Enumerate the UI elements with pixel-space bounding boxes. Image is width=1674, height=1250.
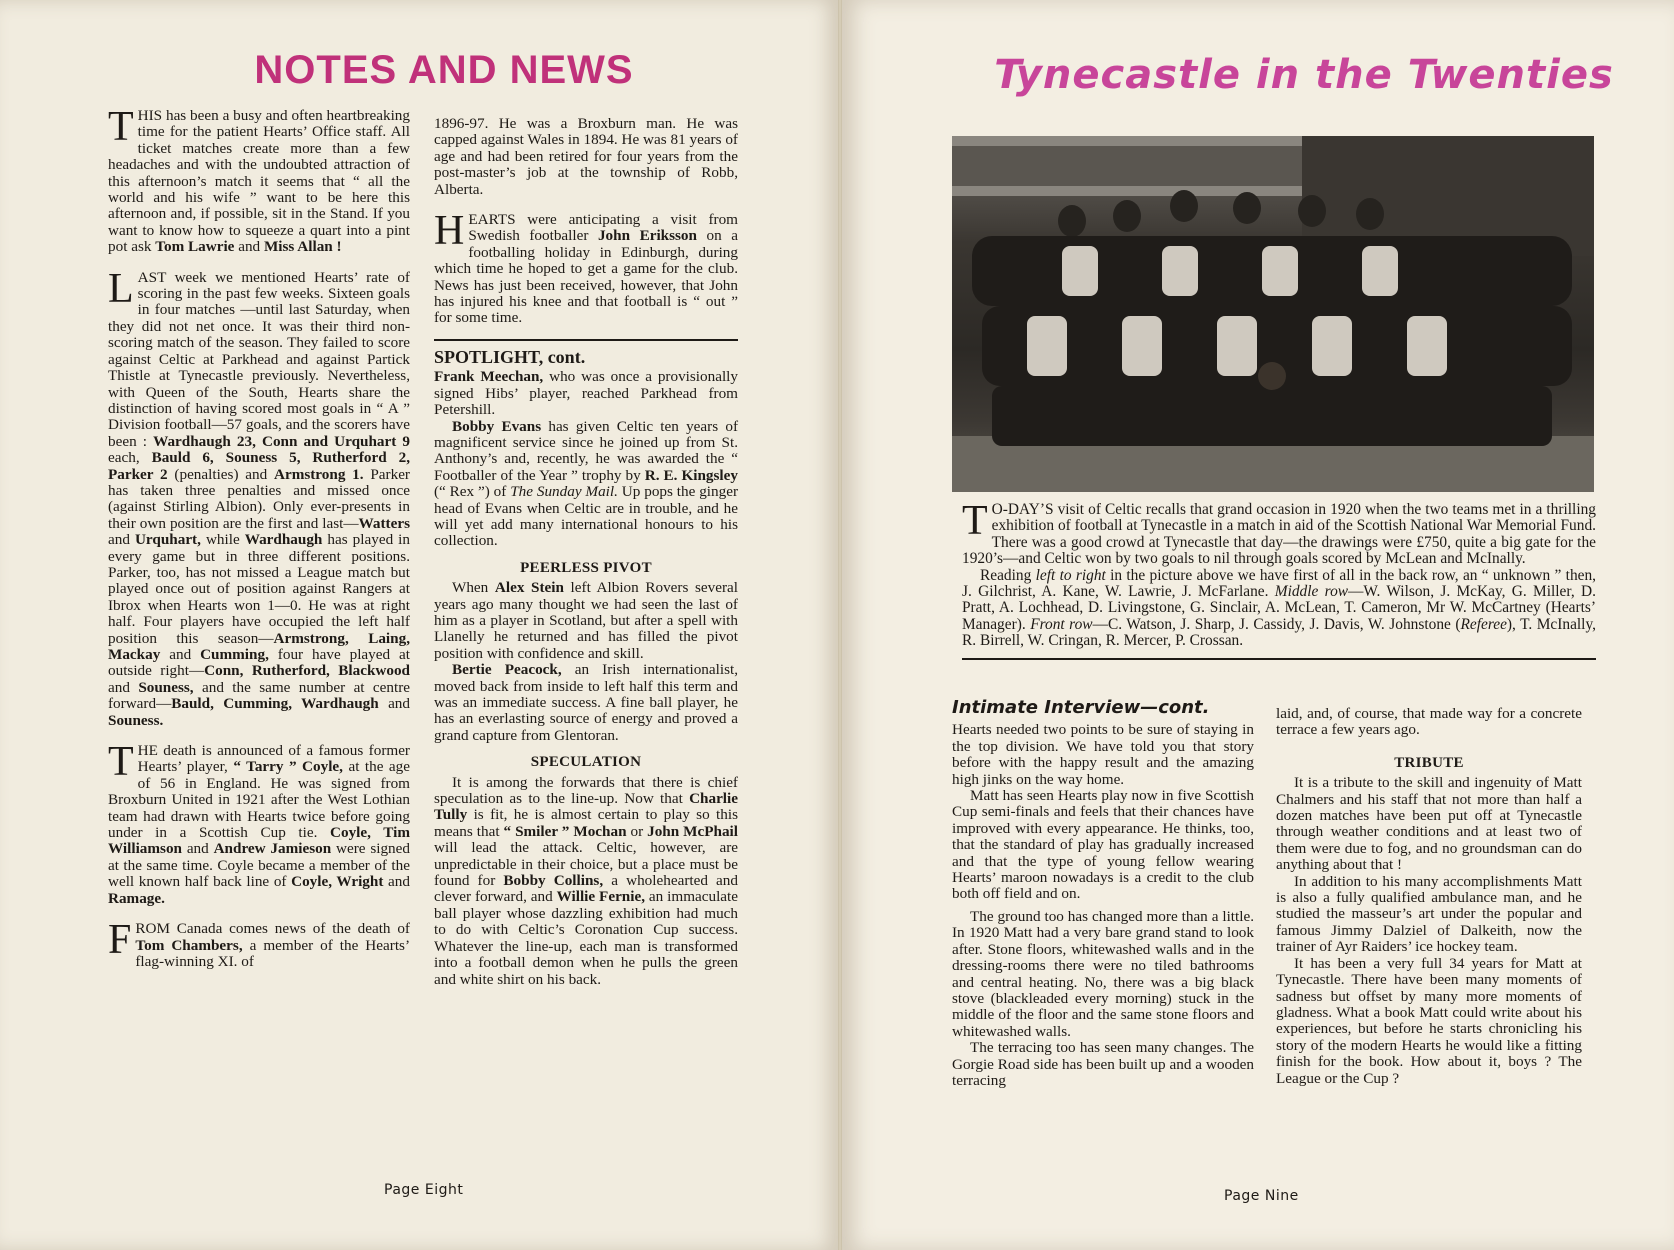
stein-paragraph: When Alex Stein left Albion Rovers several years ago many thought we had seen the last of him as a player in Scotland, but after a spell with Llanelly he returned and has filled the pivot position with confidence and skill. bbox=[434, 579, 739, 662]
page-number: Page Eight bbox=[384, 1182, 464, 1198]
photo-caption bbox=[962, 498, 1597, 666]
right-column-2 bbox=[1276, 706, 1582, 1087]
meechan-paragraph: Frank Meechan, who was once a provisionally signed Hibs’ player, reached Parkhead from Petershill. bbox=[434, 368, 738, 419]
tribute-paragraph-1: It is a tribute to the skill and ingenuity of Matt Chalmers and his staff that not more than half a dozen matches have been put off at Tynecastle through weather conditions and at least two of them were due to fog, and no groundsman can do anything about that ! bbox=[1276, 774, 1582, 874]
tribute-paragraph-3: It has been a very full 34 years for Matt at Tynecastle. There have been many moments of sadness but offset by many more moments of gladness. What a book Matt could write about his experiences, but before he starts chronicling his story of the modern Hearts he would like a fitting finish for the book. How about it, boys ? The League or the Cup ? bbox=[1276, 954, 1582, 1087]
drop-cap: L bbox=[108, 265, 134, 312]
tribute-heading: TRIBUTE bbox=[1394, 754, 1464, 771]
section-divider bbox=[434, 339, 738, 341]
caption-paragraph-2: Reading left to right in the picture above we have first of all in the back row, an “ unknown ” then, J. Gilchrist, A. Kane, W. Lawrie, J. McFarlane. Middle row—W. Wilson, J. McKay, G. Miller, D. Pratt, A. Lochhead, D. Livingstone, G. Sinclair, A. McLean, T. Cameron, Mr W. McCartney (Hearts’ Manager). Front row—C. Watson, J. Sharp, J. Cassidy, J. Davis, W. Johnstone (Referee), T. McInally, R. Birrell, W. Cringan, R. Mercer, P. Crossan. bbox=[962, 566, 1597, 650]
team-photograph bbox=[952, 136, 1594, 492]
speculation-heading: SPECULATION bbox=[530, 754, 642, 771]
left-column-1 bbox=[108, 104, 411, 970]
left-column-2 bbox=[434, 116, 738, 988]
tribute-paragraph-2: In addition to his many accomplishments Matt is also a fully qualified ambulance man, and he studied the masseur’s art under the popular and famous Jimmy Dalziel of Dalkeith, now the trainer of Ayr Raiders’ ice hockey team. bbox=[1276, 872, 1582, 956]
drop-cap: T bbox=[962, 498, 988, 544]
right-column-1 bbox=[952, 697, 1254, 1089]
chambers-continued-paragraph: 1896-97. He was a Broxburn man. He was capped against Wales in 1894. He was 81 years of age and had been retired for four years from the post-master’s job at the township of Robb, Alberta. bbox=[434, 115, 738, 198]
chambers-obituary-paragraph: FROM Canada comes news of the death of Tom Chambers, a member of the Hearts’ flag-winning XI. of bbox=[108, 917, 411, 970]
caption-divider bbox=[962, 658, 1596, 660]
interview-paragraph-1: Hearts needed two points to be sure of staying in the top division. We have told you that story before with the happy result and the amazing high jinks on the way home. bbox=[952, 721, 1254, 788]
interview-paragraph-4: The terracing too has seen many changes. The Gorgie Road side has been built up and a wooden terracing bbox=[952, 1039, 1254, 1089]
evans-paragraph: Bobby Evans has given Celtic ten years of magnificent service since he joined up from St. Anthony’s and, recently, he was awarded the “ Footballer of the Year ” trophy by R. E. Kingsley (“ Rex ”) of The Sunday Mail. Up pops the ginger head of Evans when Celtic are in trouble, and he will yet add many international honours to his collection. bbox=[434, 417, 739, 550]
caption-paragraph-1: T O-DAY’S visit of Celtic recalls that grand occasion in 1920 when the two teams met in a thrilling exhibition of football at Tynecastle in a match in aid of the Scottish National War Memorial Fund. There was a good crowd at Tynecastle that day—the drawings were £750, quite a big gate for the 1920’s—and Celtic won by two goals to nil through goals scored by McLean and McInally. bbox=[962, 498, 1596, 568]
drop-cap: T bbox=[108, 104, 134, 150]
peacock-paragraph: Bertie Peacock, an Irish internationalist, moved back from inside to left half this term and was an immediate success. A fine ball player, he has an everlasting source of energy and proved a grand capture from Glentoran. bbox=[434, 661, 738, 744]
team-photo-image bbox=[952, 136, 1594, 492]
drop-cap: H bbox=[434, 208, 465, 255]
tynecastle-headline: Tynecastle in the Twenties bbox=[994, 52, 1614, 98]
interview-paragraph-3: The ground too has changed more than a little. In 1920 Matt had a very bare grand stand to look after. Stone floors, whitewashed walls and in the dressing-rooms there were no tiled bathrooms and central heating. No, there was a big black stove (blackleaded every morning) stuck in the middle of the floor and the same stone floors and whitewashed walls. bbox=[952, 907, 1254, 1040]
office-staff-paragraph: THIS has been a busy and often heartbreaking time for the patient Hearts’ Office staff. All ticket matches create more than a few headaches and with the undoubted attraction of this afternoon’s match it seems that “ all the world and his wife ” want to be here this afternoon and, if possible, sit in the Stand. If you want to know how to squeeze a quart into a pint pot ask Tom Lawrie and Miss Allan ! bbox=[108, 104, 410, 256]
scoring-rate-paragraph: LAST week we mentioned Hearts’ rate of scoring in the past few weeks. Sixteen goals in four matches —until last Saturday, when they did not net once. It was their third non-scoring match of the season. They failed to score against Celtic at Parkhead and against Partick Thistle at Tynecastle previously. Nevertheless, with Queen of the South, Hearts share the distinction of having scored most goals in “ A ” Division football—57 goals, and the scorers have been : Wardhaugh 23, Conn and Urquhart 9 each, Bauld 6, Souness 5, Rutherford 2, Parker 2 (penalties) and Armstrong 1. Parker has taken three penalties and missed once (against Stirling Albion). Only ever-presents in their own position are the first and last—Watters and Urquhart, while Wardhaugh has played in every game but in three different positions. Parker, too, has not missed a League match but played once out of position against Rangers at Ibrox when Hearts won 1—0. He was at right half. Four players have occupied the left half position this season—Armstrong, Laing, Mackay and Cumming, four have played at outside right—Conn, Rutherford, Blackwood and Souness, and the same number at centre forward—Bauld, Cumming, Wardhaugh and Souness. bbox=[108, 265, 410, 729]
notes-and-news-headline: NOTES AND NEWS bbox=[254, 48, 634, 92]
intimate-interview-heading: Intimate Interview—cont. bbox=[952, 697, 1210, 718]
spotlight-heading: SPOTLIGHT, cont. bbox=[434, 346, 586, 367]
drop-cap: F bbox=[108, 917, 132, 964]
peerless-pivot-heading: PEERLESS PIVOT bbox=[520, 559, 652, 576]
coyle-obituary-paragraph: THE death is announced of a famous former Hearts’ player, “ Tarry ” Coyle, at the age of 56 in England. He was signed from Broxburn United in 1921 after the West Lothian team had drawn with Hearts twice before going under in a Scottish Cup tie. Coyle, Tim Williamson and Andrew Jamieson were signed at the same time. Coyle became a member of the well known half back line of Coyle, Wright and Ramage. bbox=[108, 739, 411, 907]
terrace-paragraph: laid, and, of course, that made way for a concrete terrace a few years ago. bbox=[1276, 705, 1582, 739]
page-number: Page Nine bbox=[1224, 1188, 1299, 1204]
drop-cap: T bbox=[108, 739, 134, 786]
interview-paragraph-2: Matt has seen Hearts play now in five Scottish Cup semi-finals and feels that their chances have improved with every appearance. He thinks, too, that the standard of play has gradually increased and that the type of young fellow wearing Hearts’ maroon nowadays is a credit to the club both off field and on. bbox=[952, 787, 1254, 903]
forwards-paragraph: It is among the forwards that there is chief speculation as to the line-up. Now that Charlie Tully is fit, he is almost certain to play so this means that “ Smiler ” Mochan or John McPhail will lead the attack. Celtic, however, are unpredictable in their choice, but a place must be found for Bobby Collins, a wholehearted and clever forward, and Willie Fernie, an immaculate ball player whose dazzling exhibition had much to do with Celtic’s Coronation Cup success. Whatever the line-up, each man is transformed into a football demon when he pulls the green and white shirt on his back. bbox=[434, 773, 739, 988]
eriksson-paragraph: HEARTS were anticipating a visit from Swedish footballer John Eriksson on a footballing holiday in Edinburgh, during which time he hoped to get a game for the club. News has just been received, however, that John has injured his knee and that football is “ out ” for some time. bbox=[434, 208, 739, 327]
